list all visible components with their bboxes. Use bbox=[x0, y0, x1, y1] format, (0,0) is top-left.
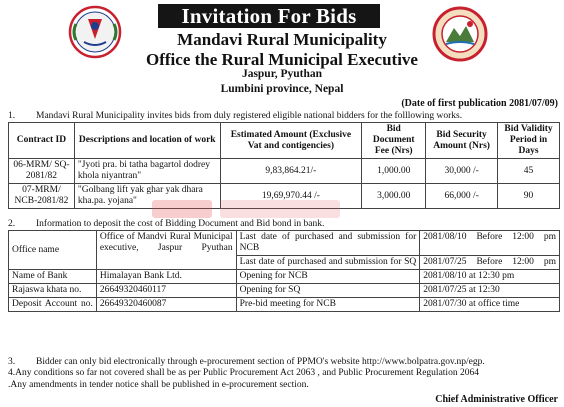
table-row bbox=[9, 270, 560, 284]
paragraph-5 bbox=[8, 380, 309, 390]
estimated-amount-cell: 9,83,864.21/- bbox=[220, 159, 362, 184]
work-description-cell: "Golbang lift yak ghar yak dhara kha.pa. yojana" bbox=[74, 184, 220, 209]
paragraph-text: Any conditions so far not covered shall be as per Public Procurement Act 2063 , and Public Procurement Regulation 2064 bbox=[15, 368, 479, 378]
paragraph-text: Mandavi Rural Municipality invites bids from duly registered eligible national bidders for the folllowing works. bbox=[36, 111, 463, 121]
validity-period-cell: 45 bbox=[498, 159, 560, 184]
document-fee-cell: 1,000.00 bbox=[362, 159, 426, 184]
rajaswa-label: Rajaswa khata no. bbox=[9, 284, 97, 298]
paragraph-text: Bidder can only bid electronically through e-procurement section of PPMO's website http://www.bolpatra.gov.np/egp. bbox=[36, 357, 485, 367]
office-name-value: Office of Mandvi Rural Municipal executive, Jaspur Pyuthan bbox=[96, 231, 236, 270]
address-line: Jaspur, Pyuthan bbox=[241, 68, 323, 80]
paragraph-1 bbox=[8, 111, 558, 121]
document-title: Invitation For Bids bbox=[158, 4, 380, 28]
column-header: Bid Validity Period in Days bbox=[498, 123, 560, 159]
paragraph-number: 1. bbox=[8, 111, 16, 121]
column-header: Contract ID bbox=[9, 123, 75, 159]
bank-value: Himalayan Bank Ltd. bbox=[96, 270, 236, 284]
deposit-account-label: Deposit Account no. bbox=[9, 298, 97, 312]
signatory: Chief Administrative Officer bbox=[435, 394, 558, 405]
document-fee-cell: 3,000.00 bbox=[362, 184, 426, 209]
paragraph-text: Information to deposit the cost of Bidding Document and Bid bond in bank. bbox=[36, 219, 325, 229]
paragraph-4 bbox=[8, 368, 479, 378]
table-row bbox=[9, 159, 560, 184]
bid-security-cell: 30,000 /- bbox=[426, 159, 498, 184]
contract-id-cell: 07-MRM/ NCB-2081/82 bbox=[9, 184, 75, 209]
sq-submission-value: 2081/07/25 Before 12:00 pm bbox=[420, 256, 560, 270]
paragraph-2 bbox=[8, 219, 324, 229]
column-header: Estimated Amount (Exclusive Vat and contigencies) bbox=[220, 123, 362, 159]
paragraph-text: .Any amendments in tender notice shall be published in e-procurement section. bbox=[8, 380, 309, 390]
bids-table bbox=[8, 122, 560, 209]
ncb-opening-value: 2081/08/10 at 12:30 pm bbox=[420, 270, 560, 284]
bank-info-table bbox=[8, 230, 560, 312]
deposit-account-value: 26649320460087 bbox=[96, 298, 236, 312]
paragraph-number: 4. bbox=[8, 368, 16, 378]
municipality-name: Mandavi Rural Municipality bbox=[177, 30, 387, 49]
table-row bbox=[9, 284, 560, 298]
estimated-amount-cell: 19,69,970.44 /- bbox=[220, 184, 362, 209]
publication-date: (Date of first publication 2081/07/09) bbox=[401, 98, 558, 109]
office-name: Office the Rural Municipal Executive bbox=[146, 50, 418, 69]
sq-opening-label: Opening for SQ bbox=[236, 284, 420, 298]
sq-submission-label: Last date of purchased and submission for SQ bbox=[236, 256, 420, 270]
work-description-cell: "Jyoti pra. bi tatha bagartol dodrey khola niyantran" bbox=[74, 159, 220, 184]
table-row bbox=[9, 298, 560, 312]
ncb-submission-value: 2081/08/10 Before 12:00 pm bbox=[420, 231, 560, 256]
office-name-label: Office name bbox=[9, 231, 97, 270]
ncb-submission-label: Last date of purchased and submission for NCB bbox=[236, 231, 420, 256]
sq-opening-value: 2081/07/25 at 12:30 bbox=[420, 284, 560, 298]
ncb-opening-label: Opening for NCB bbox=[236, 270, 420, 284]
prebid-meeting-label: Pre-bid meeting for NCB bbox=[236, 298, 420, 312]
column-header: Bid Security Amount (Nrs) bbox=[426, 123, 498, 159]
validity-period-cell: 90 bbox=[498, 184, 560, 209]
column-header: Bid Document Fee (Nrs) bbox=[362, 123, 426, 159]
table-header-row bbox=[9, 123, 560, 159]
rajaswa-value: 26649320460117 bbox=[96, 284, 236, 298]
table-row bbox=[9, 231, 560, 256]
prebid-meeting-value: 2081/07/30 at office time bbox=[420, 298, 560, 312]
paragraph-number: 3. bbox=[8, 357, 16, 367]
paragraph-3 bbox=[8, 357, 485, 367]
bid-security-cell: 66,000 /- bbox=[426, 184, 498, 209]
table-row bbox=[9, 184, 560, 209]
bank-label: Name of Bank bbox=[9, 270, 97, 284]
contract-id-cell: 06-MRM/ SQ-2081/82 bbox=[9, 159, 75, 184]
paragraph-number: 2. bbox=[8, 219, 16, 229]
province-line: Lumbini province, Nepal bbox=[220, 83, 344, 95]
column-header: Descriptions and location of work bbox=[74, 123, 220, 159]
